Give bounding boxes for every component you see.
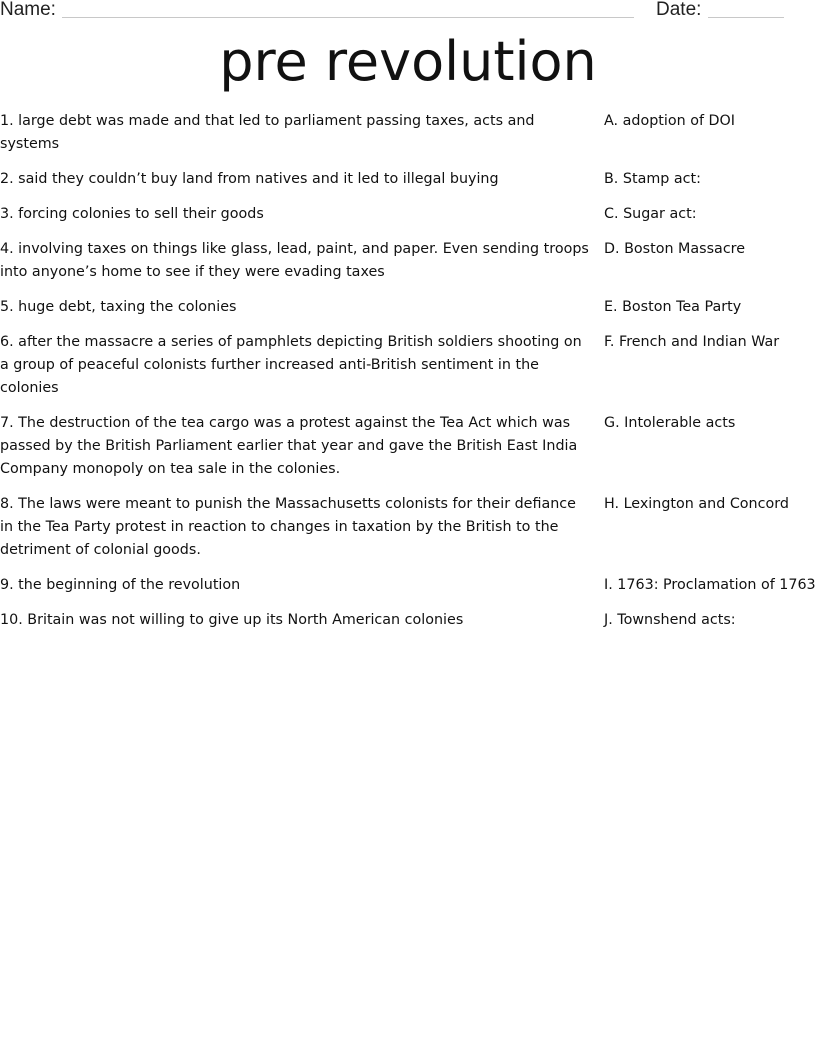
worksheet-header	[0, 0, 816, 22]
answer-option: C. Sugar act:	[604, 206, 697, 222]
match-row	[0, 203, 816, 238]
match-row	[0, 609, 816, 644]
clue-text: 1. large debt was made and that led to parliament passing taxes, acts and systems	[0, 113, 535, 152]
answer-option: E. Boston Tea Party	[604, 299, 742, 315]
match-row	[0, 574, 816, 609]
answer-option: I. 1763: Proclamation of 1763	[604, 577, 816, 593]
answer-option: H. Lexington and Concord	[604, 496, 789, 512]
matching-table	[0, 110, 816, 644]
clue-text: 4. involving taxes on things like glass, lead, paint, and paper. Even sending troops into anyone’s home to see if they were evading taxes	[0, 241, 589, 280]
answer-option: B. Stamp act:	[604, 171, 701, 187]
date-blank-line[interactable]	[708, 17, 784, 18]
match-row	[0, 412, 816, 493]
answer-option: G. Intolerable acts	[604, 415, 736, 431]
name-blank-line[interactable]	[62, 17, 634, 18]
clue-text: 9. the beginning of the revolution	[0, 577, 241, 593]
answer-option: D. Boston Massacre	[604, 241, 746, 257]
clue-text: 2. said they couldn’t buy land from natives and it led to illegal buying	[0, 171, 499, 187]
match-row	[0, 168, 816, 203]
answer-option: J. Townshend acts:	[604, 612, 736, 628]
clue-text: 10. Britain was not willing to give up its North American colonies	[0, 612, 464, 628]
match-row	[0, 296, 816, 331]
name-label: Name:	[0, 0, 56, 20]
answer-option: A. adoption of DOI	[604, 113, 736, 129]
clue-text: 5. huge debt, taxing the colonies	[0, 299, 237, 315]
clue-text: 6. after the massacre a series of pamphlets depicting British soldiers shooting on a group of peaceful colonists further increased anti-British sentiment in the colonies	[0, 334, 582, 396]
clue-text: 8. The laws were meant to punish the Massachusetts colonists for their defiance in the Tea Party protest in reaction to changes in taxation by the British to the detriment of colonial goods.	[0, 496, 576, 558]
clue-text: 3. forcing colonies to sell their goods	[0, 206, 264, 222]
page-title: pre revolution	[219, 30, 597, 93]
answer-option: F. French and Indian War	[604, 334, 780, 350]
clue-text: 7. The destruction of the tea cargo was a protest against the Tea Act which was passed by the British Parliament earlier that year and gave the British East India Company monopoly on tea sale in the colonies.	[0, 415, 578, 477]
match-row	[0, 238, 816, 296]
date-label: Date:	[656, 0, 702, 20]
match-row	[0, 493, 816, 574]
match-row	[0, 331, 816, 412]
match-row	[0, 110, 816, 168]
